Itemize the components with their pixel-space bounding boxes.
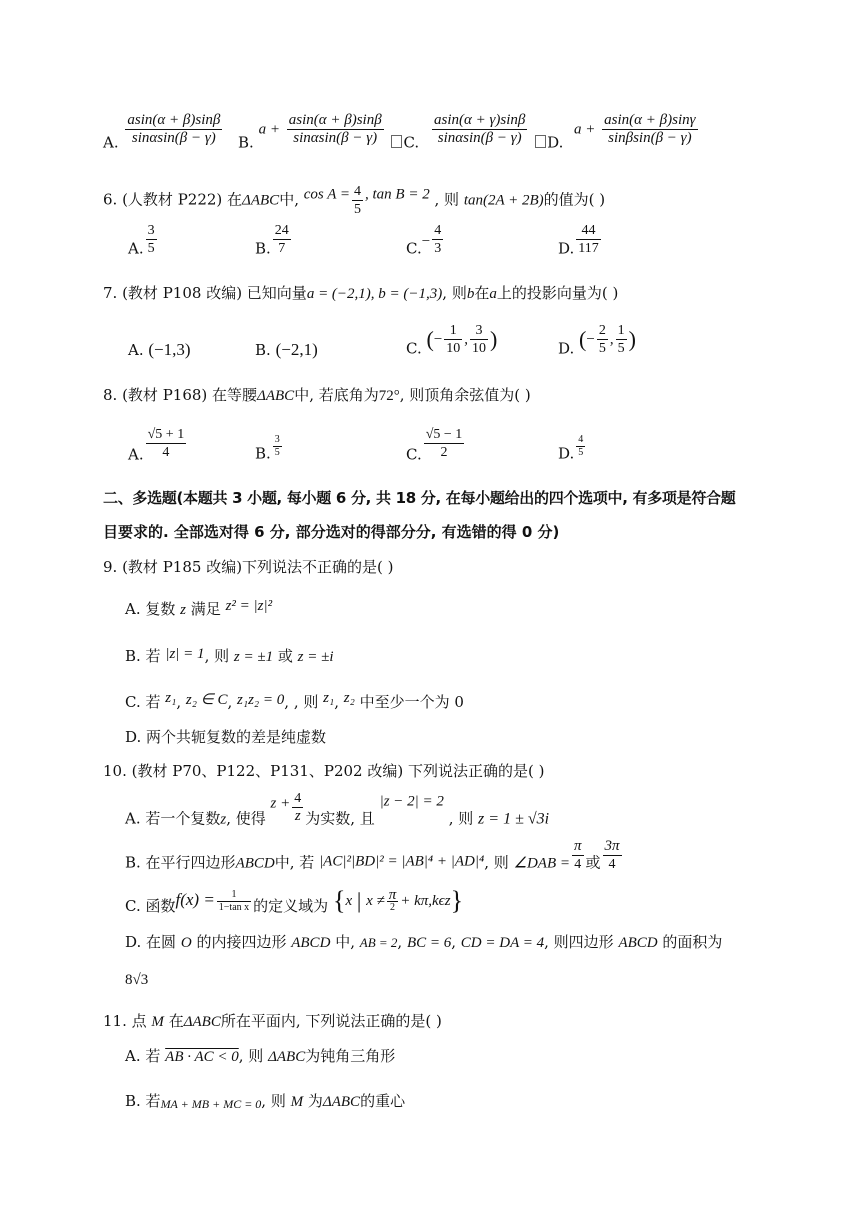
fraction	[572, 838, 584, 873]
fraction	[387, 886, 399, 914]
text: 6. (人教材 P222) 在	[103, 190, 243, 209]
q10-option-c	[125, 886, 463, 916]
q9-option-b	[125, 645, 334, 666]
text: 8. (教材 P168) 在等腰	[103, 386, 258, 404]
cos-expr: cos A =	[303, 186, 350, 203]
text: 中, 若	[274, 853, 315, 872]
q10-option-d-result: 8√3	[125, 972, 149, 988]
option-label: C.	[403, 133, 420, 152]
denominator: 5	[617, 341, 625, 356]
vector-expr: a = (−2,1), b = (−1,3)	[306, 286, 443, 302]
numerator: 1	[444, 322, 462, 340]
q8-option-c	[406, 426, 466, 464]
q9-option-d: D. 两个共轭复数的差是纯虚数	[125, 728, 327, 746]
q8-option-a	[128, 426, 188, 464]
denominator: 4	[162, 445, 170, 460]
text: 的内接四边形	[196, 933, 287, 951]
fraction	[616, 322, 627, 357]
denominator: 7	[278, 241, 286, 256]
math-expr: BC = 6	[406, 935, 452, 951]
q8-option-b	[255, 434, 284, 463]
text: B. 在平行四边形	[125, 853, 236, 872]
text: , 则顶角余弦值为( )	[399, 386, 531, 404]
numerator: 24	[274, 223, 289, 238]
numerator: asin(α + β)sinβ	[288, 112, 382, 128]
text: 中,	[279, 190, 299, 209]
denominator: sinβsin(β − γ)	[608, 130, 692, 146]
minus-sign: −	[421, 233, 431, 250]
triangle-label: ΔABC	[242, 192, 280, 209]
option-label: D.	[558, 339, 575, 358]
q10-stem: 10. (教材 P70、P122、P131、P202 改编) 下列说法正确的是( )	[103, 762, 545, 780]
math-expr: |AC|²|BD|² = |AB|⁴ + |AD|⁴	[319, 853, 485, 870]
text: A. 复数	[125, 600, 176, 618]
triangle-label: ΔABC	[183, 1014, 221, 1030]
numerator: 2	[598, 323, 606, 338]
option-label: A.	[128, 445, 144, 464]
text: , 则	[261, 1092, 286, 1110]
option-label: B.	[255, 444, 271, 463]
option-label: A.	[128, 239, 144, 258]
math-expr: CD = DA = 4	[460, 935, 545, 951]
option-label: C.	[406, 445, 422, 464]
fraction	[352, 183, 363, 218]
fraction	[470, 322, 488, 357]
math-expr: z² = |z|²	[225, 598, 273, 614]
text: B. 若	[125, 647, 161, 665]
paren: (	[579, 326, 587, 352]
paren: )	[628, 326, 636, 352]
option-label: C.	[406, 239, 422, 258]
option-label: D.	[547, 133, 564, 152]
denominator: sinαsin(β − γ)	[437, 130, 522, 146]
q5-option-b	[238, 112, 419, 152]
q7-option-b	[255, 340, 318, 360]
denominator: 5	[354, 202, 361, 217]
text: , 则	[484, 853, 509, 872]
text: 为实数, 且	[305, 809, 375, 828]
denominator: 10	[446, 341, 461, 356]
denominator: 1−tan x	[218, 901, 250, 913]
text: , 使得	[226, 809, 266, 828]
numerator: 1	[617, 323, 625, 338]
text: , 则	[293, 693, 319, 711]
var-z2: z₂	[343, 690, 355, 706]
numerator: √5 − 1	[425, 427, 463, 442]
math-expr: z +	[270, 795, 291, 812]
text: 为	[307, 1092, 323, 1110]
option-label: B.	[255, 341, 271, 359]
text: 7. (教材 P108 改编) 已知向量	[103, 284, 307, 302]
denominator: sinαsin(β − γ)	[131, 130, 216, 146]
q7-option-a	[128, 340, 191, 360]
text: 中, 若底角为	[294, 386, 379, 404]
paren: (	[426, 326, 434, 352]
quad-label: ABCD	[235, 855, 275, 872]
fraction	[432, 112, 527, 147]
denominator: 5	[274, 447, 280, 458]
denominator: 4	[574, 857, 582, 872]
angle-value: 72°	[378, 388, 400, 404]
circle-label: O	[180, 935, 192, 951]
comma: ,	[464, 331, 469, 348]
vector-expr: MA + MB + MC = 0	[160, 1097, 262, 1111]
denominator: sinαsin(β − γ)	[293, 130, 378, 146]
q9-stem: 9. (教材 P185 改编)下列说法不正确的是( )	[103, 558, 394, 576]
quad-label: ABCD	[618, 935, 658, 951]
fraction	[292, 790, 303, 825]
denominator: 2	[389, 901, 395, 913]
option-label: B.	[238, 133, 254, 152]
q7-option-d	[558, 322, 636, 358]
tan-expr: , tan B = 2	[365, 186, 430, 203]
text: 的重心	[360, 1092, 406, 1110]
text: 中至少一个为 0	[359, 693, 464, 711]
q11-stem	[103, 1010, 442, 1031]
fraction	[273, 222, 291, 257]
prefix: a +	[574, 121, 596, 138]
text: , 则	[204, 647, 230, 665]
denominator: 5	[578, 447, 584, 458]
denominator: 2	[440, 445, 448, 460]
numerator: asin(α + γ)sinβ	[434, 112, 526, 128]
text: , 则四边形	[544, 933, 614, 951]
q6-option-b	[255, 222, 293, 258]
math-expr: z₂ ∈ C	[185, 692, 228, 708]
vertical-bar: |	[356, 888, 362, 913]
quad-label: ABCD	[291, 935, 331, 951]
comma: ,	[609, 331, 614, 348]
math-expr: + kπ,kϵz	[400, 893, 451, 909]
fraction	[576, 434, 585, 459]
section-heading-line-2: 目要求的. 全部选对得 6 分, 部分选对的得部分分, 有选错的得 0 分)	[103, 523, 560, 541]
math-expr: x ≠	[366, 893, 385, 909]
q11-option-a	[125, 1045, 395, 1066]
q5-option-d	[574, 112, 700, 147]
math-expr: z = ±i	[297, 649, 334, 665]
vector-b: b	[466, 286, 475, 302]
numerator: asin(α + β)sinγ	[604, 112, 696, 128]
var-z: z	[220, 811, 227, 828]
minus-sign: −	[433, 331, 443, 348]
minus-sign: −	[586, 331, 595, 348]
fraction	[287, 112, 384, 147]
q6-option-a	[128, 222, 159, 258]
math-expr: f(x) =	[175, 890, 215, 909]
text: , 则	[448, 809, 474, 828]
math-expr: |z − 2| = 2	[379, 793, 444, 810]
var-z1: z₁	[165, 690, 177, 706]
triangle-label: ΔABC	[322, 1094, 361, 1110]
text: 为钝角三角形	[305, 1047, 396, 1065]
q10-option-d: D. 在圆 O 的内接四边形 ABCD 中, AB = 2, BC = 6, CD = DA = 4, 则四边形 ABCD 的面积为	[125, 933, 723, 951]
text: B. 若	[125, 1092, 161, 1110]
fraction	[603, 838, 622, 873]
q9-option-a	[125, 598, 272, 619]
box-glyph	[391, 135, 402, 148]
q9-option-c: C. 若 z₁, z₂ ∈ C, z₁z₂ = 0, , 则 z₁, z₂ 中至少一个为 0	[125, 690, 464, 711]
fraction	[432, 222, 443, 257]
brace: {	[332, 886, 346, 915]
option-label: A.	[128, 341, 144, 359]
option-value: (−2,1)	[275, 340, 318, 359]
q8-option-d	[558, 434, 587, 463]
text: 11. 点	[103, 1012, 147, 1030]
vector-a: a	[489, 286, 497, 302]
vector-expr: AB · AC < 0	[165, 1049, 239, 1065]
math-expr: ∠DAB =	[513, 855, 571, 872]
q6-option-c	[406, 222, 445, 258]
text: 或	[277, 647, 293, 665]
option-label: D.	[558, 444, 575, 463]
q5-option-a	[103, 112, 224, 152]
prefix: a +	[258, 121, 280, 138]
point-m: M	[151, 1014, 164, 1030]
text: C. 函数	[125, 897, 176, 915]
option-label: A.	[103, 133, 119, 152]
numerator: 3	[470, 322, 488, 340]
denominator: 3	[434, 241, 442, 256]
q6-option-d	[558, 222, 603, 258]
q6-stem	[103, 183, 605, 218]
text: 的值为( )	[543, 190, 606, 209]
text: , 则	[238, 1047, 264, 1065]
var-z: z	[180, 602, 186, 618]
option-label: C.	[406, 339, 422, 358]
text: , 则	[434, 190, 460, 209]
q8-stem	[103, 384, 531, 405]
text: 的定义域为	[253, 897, 329, 915]
numerator: 4	[578, 434, 584, 445]
text: A. 若	[125, 1047, 161, 1065]
q5-option-c	[430, 112, 563, 152]
var-z1: z₁	[323, 690, 335, 706]
numerator: 1	[217, 889, 251, 902]
numerator: asin(α + β)sinβ	[127, 112, 221, 128]
math-expr: AB = 2	[359, 935, 398, 950]
text: C. 若	[125, 693, 161, 711]
math-expr: z = ±1	[233, 649, 274, 665]
q7-option-c	[406, 322, 497, 358]
section-heading-line-1: 二、多选题(本题共 3 小题, 每小题 6 分, 共 18 分, 在每小题给出的四个选项中, 有多项是符合题	[103, 489, 736, 507]
option-label: B.	[255, 239, 271, 258]
math-expr: z = 1 ± √3i	[478, 810, 550, 828]
text: 上的投影向量为( )	[496, 284, 619, 302]
paren: )	[490, 326, 498, 352]
fraction	[146, 426, 187, 461]
fraction	[576, 222, 600, 257]
denominator: 5	[147, 241, 155, 256]
text: 或	[585, 853, 601, 872]
text: 的面积为	[662, 933, 723, 951]
var-x: x	[345, 893, 353, 909]
numerator: 4	[434, 223, 442, 238]
math-expr: z₁z₂ = 0	[237, 692, 285, 708]
denominator: 10	[472, 341, 487, 356]
triangle-label: ΔABC	[257, 388, 295, 404]
box-glyph	[535, 135, 546, 148]
point-m: M	[290, 1094, 304, 1110]
fraction	[146, 222, 157, 257]
text: A. 若一个复数	[125, 809, 221, 828]
numerator: 4	[354, 184, 361, 199]
fraction	[273, 434, 282, 459]
fraction	[602, 112, 697, 147]
fraction	[424, 426, 465, 461]
denominator: 5	[598, 341, 606, 356]
text: 在	[168, 1012, 184, 1030]
q11-option-b	[125, 1090, 405, 1112]
numerator: π	[388, 886, 397, 903]
numerator: 3π	[604, 838, 620, 854]
numerator: 44	[576, 222, 600, 240]
math-expr: |z| = 1	[165, 646, 205, 662]
numerator: 4	[294, 791, 302, 806]
fraction	[444, 322, 462, 357]
fraction	[125, 112, 222, 147]
denominator: z	[294, 808, 301, 824]
denominator: 4	[608, 857, 616, 872]
numerator: √5 + 1	[147, 427, 185, 442]
numerator: 3	[274, 434, 280, 445]
brace: }	[450, 886, 464, 915]
option-label: D.	[558, 239, 575, 258]
fraction	[217, 889, 251, 914]
numerator: π	[574, 838, 582, 854]
fraction	[597, 322, 608, 357]
text: , 则	[442, 284, 467, 302]
tan-expr: tan(2A + 2B)	[463, 192, 544, 209]
q10-option-b	[125, 838, 624, 873]
text: 在	[474, 284, 490, 302]
denominator: 117	[578, 241, 599, 256]
triangle-label: ΔABC	[268, 1049, 306, 1065]
text: 满足	[190, 600, 221, 618]
option-value: (−1,3)	[148, 340, 191, 359]
text: D. 在圆	[125, 933, 177, 951]
q10-option-a	[125, 790, 549, 829]
numerator: 3	[147, 223, 155, 238]
q7-stem	[103, 282, 618, 303]
text: 中,	[335, 933, 355, 951]
text: 所在平面内, 下列说法正确的是( )	[220, 1012, 442, 1030]
